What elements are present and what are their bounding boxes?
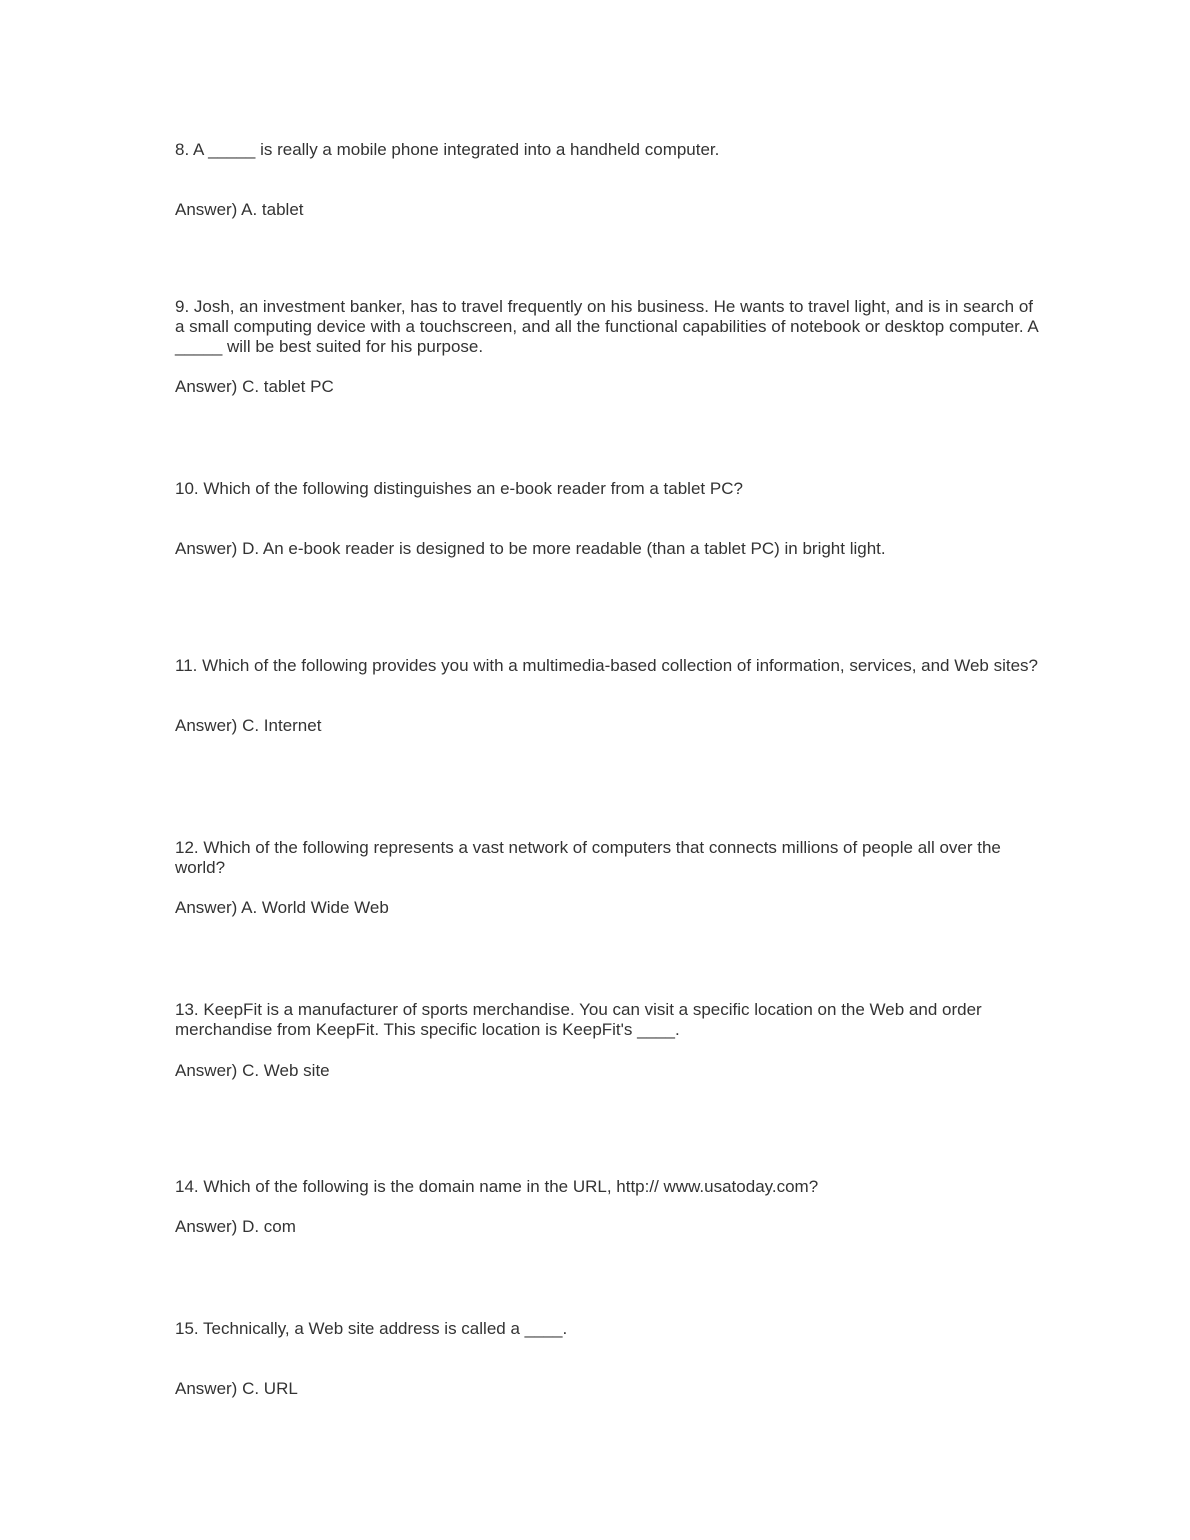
answer-14: Answer) D. com [175, 1217, 296, 1236]
question-14: 14. Which of the following is the domain name in the URL, http:// www.usatoday.com? [175, 1177, 819, 1196]
question-13: 13. KeepFit is a manufacturer of sports merchandise. You can visit a specific location on the Web and order merchandise from KeepFit. This specific location is KeepFit's ____. [175, 1000, 982, 1039]
answer-11: Answer) C. Internet [175, 716, 322, 735]
answer-8: Answer) A. tablet [175, 200, 304, 219]
answer-12: Answer) A. World Wide Web [175, 898, 389, 917]
answer-10: Answer) D. An e-book reader is designed to be more readable (than a tablet PC) in bright light. [175, 539, 886, 558]
answer-9: Answer) C. tablet PC [175, 377, 334, 396]
question-9: 9. Josh, an investment banker, has to travel frequently on his business. He wants to travel light, and is in search of a small computing device with a touchscreen, and all the functional capabilities of notebook or desktop computer. A _____ will be best suited for his purpose. [175, 297, 1038, 356]
question-11: 11. Which of the following provides you with a multimedia-based collection of information, services, and Web sites? [175, 656, 1039, 675]
answer-13: Answer) C. Web site [175, 1061, 330, 1080]
question-12: 12. Which of the following represents a vast network of computers that connects millions of people all over the world? [175, 838, 1001, 877]
question-8: 8. A _____ is really a mobile phone integrated into a handheld computer. [175, 140, 720, 159]
answer-15: Answer) C. URL [175, 1379, 298, 1398]
question-10: 10. Which of the following distinguishes an e-book reader from a tablet PC? [175, 479, 743, 498]
question-15: 15. Technically, a Web site address is called a ____. [175, 1319, 568, 1338]
